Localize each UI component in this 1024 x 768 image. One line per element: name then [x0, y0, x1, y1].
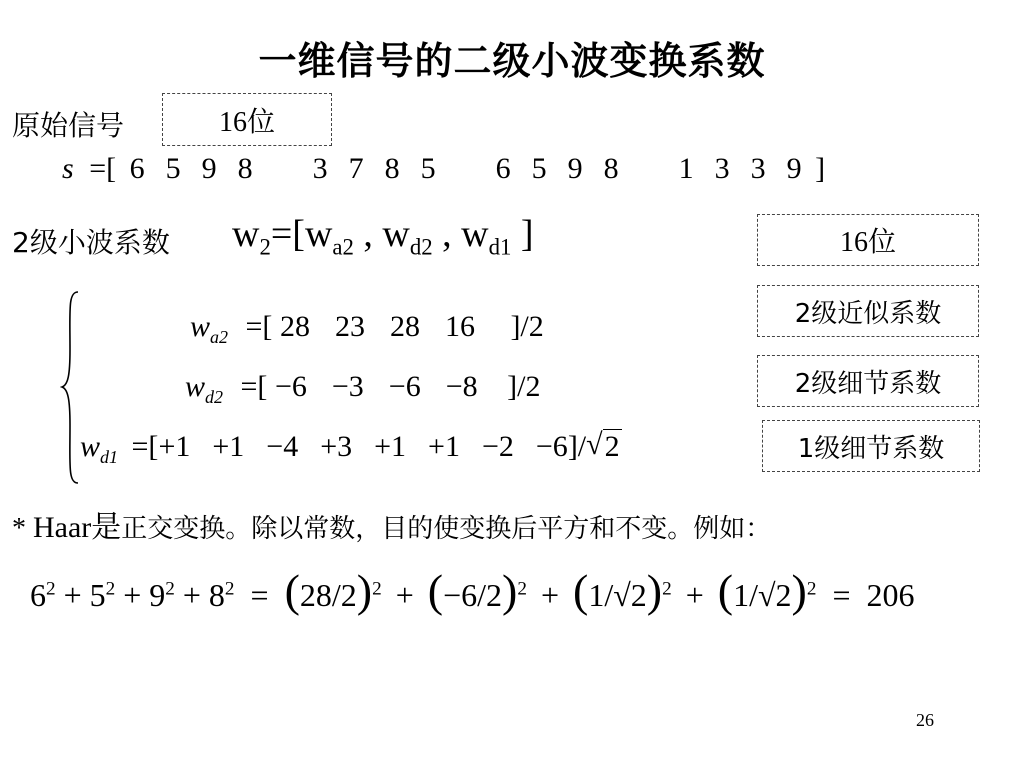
note-shi: 是	[91, 510, 122, 545]
example-result: 206	[866, 577, 915, 613]
signal-var: s	[62, 152, 74, 185]
wd2-value: −3	[331, 370, 364, 403]
signal-value: 8	[237, 152, 253, 185]
plus-sign: +	[63, 577, 82, 613]
d2-sub: d2	[409, 234, 433, 260]
wd1-value: +1	[428, 430, 460, 463]
square-exp: 2	[224, 578, 235, 600]
tag-detail1-text: 1级细节系数	[797, 433, 945, 464]
wd1-value: −2	[481, 430, 514, 463]
wavelet-label: 2级小波系数	[12, 226, 170, 259]
signal-value: 3	[750, 152, 766, 185]
wd1-sub: d1	[100, 447, 119, 467]
wd1-sqrt: 2	[604, 430, 620, 463]
signal-value: 5	[165, 152, 181, 185]
original-signal-label: 原始信号	[12, 109, 125, 142]
sep2: , w	[432, 213, 489, 255]
wa2-value: 28	[389, 310, 420, 343]
tag-detail2	[757, 355, 979, 407]
signal-value: 7	[348, 152, 364, 185]
signal-close-bracket: ]	[815, 152, 826, 185]
signal-value: 6	[495, 152, 511, 185]
wa2-value: 23	[334, 310, 365, 343]
rhs-term-1: 28/2	[299, 577, 357, 613]
wd2-value: −8	[445, 370, 478, 403]
tag-detail1	[762, 420, 980, 472]
signal-value: 9	[786, 152, 802, 185]
signal-value: 9	[567, 152, 583, 185]
wd2-divisor: ]/2	[507, 370, 541, 403]
note-rest: 正交变换。除以常数，目的使变换后平方和不变。例如：	[121, 514, 772, 544]
wd1-value: −6	[535, 430, 568, 463]
note-haar: Haar	[33, 511, 92, 544]
page-title: 一维信号的二级小波变换系数	[258, 39, 766, 83]
plus-sign: +	[123, 577, 142, 613]
signal-value: 8	[603, 152, 619, 185]
square-exp: 2	[165, 578, 175, 600]
plus-sign: +	[182, 577, 201, 613]
rhs-term-4: 1/√2	[733, 577, 792, 613]
wd2-value: −6	[274, 370, 307, 403]
wd1-value: +1	[212, 430, 245, 463]
wd1-value: +1	[374, 430, 407, 463]
signal-sequence	[62, 152, 825, 186]
rhs-term-3: 1/√2	[588, 577, 647, 613]
tag-approx	[757, 285, 979, 337]
sep1: , w	[353, 213, 410, 255]
wa2-sub: a2	[210, 327, 229, 347]
wavelet-expression	[232, 212, 534, 261]
wa2-value: 16	[444, 310, 475, 343]
wd2-value: −6	[388, 370, 421, 403]
signal-value: 3	[312, 152, 328, 185]
square-exp: 2	[105, 578, 116, 600]
original-bits-text: 16位	[218, 106, 275, 138]
signal-value: 8	[384, 152, 400, 185]
wd1-value: +1	[158, 430, 191, 463]
wd1-value: −4	[266, 430, 299, 463]
wd2-values	[275, 370, 478, 403]
original-bits-box	[162, 93, 332, 146]
page-number: 26	[916, 710, 934, 730]
wd2-row: $w_{d2}$ =[ −6 −3 −6 −8 ]/2	[185, 370, 541, 407]
a2-sub: a2	[332, 234, 354, 260]
w2-w: w	[232, 213, 260, 255]
lhs-term: 9	[149, 577, 166, 613]
wavelet-bits-text: 16位	[839, 227, 896, 258]
wa2-divisor: ]/2	[510, 310, 544, 343]
square-exp: 2	[46, 578, 56, 600]
signal-values	[130, 152, 802, 186]
wd1-divisor: ]/	[567, 430, 587, 463]
signal-value: 9	[201, 152, 217, 185]
signal-value: 3	[714, 152, 730, 185]
tag-approx-text: 2级近似系数	[794, 298, 942, 329]
wd1-sqrt-sign: √	[586, 428, 603, 461]
signal-value: 6	[129, 152, 145, 185]
wa2-value: 28	[279, 310, 310, 343]
lhs-term: 5	[89, 577, 106, 613]
wa2-values	[280, 310, 475, 343]
wd2-sub: d2	[205, 387, 224, 407]
wa2-row: $w_{a2}$ =[ 28 23 28 16 ]/2	[190, 310, 544, 347]
wavelet-bits-box	[757, 214, 979, 266]
wd1-value: +3	[320, 430, 353, 463]
lhs-term: 8	[208, 577, 225, 613]
wd1-values	[158, 430, 567, 463]
signal-value: 5	[420, 152, 436, 185]
signal-value: 1	[678, 152, 694, 185]
eq-mid: =[w	[270, 213, 333, 255]
w2-sub: 2	[259, 234, 271, 260]
close: ]	[511, 213, 534, 255]
example-lhs	[30, 577, 235, 613]
lhs-term: 6	[30, 577, 46, 613]
signal-equals: =[	[89, 152, 117, 185]
signal-value: 5	[531, 152, 547, 185]
example-equation: $6^2 + 5^2 + 9^2 + 8^2 = (28/2)^2 + (-6/2)^2 + (1/√2)^2 + (1/√2)^2 = 206$	[30, 565, 915, 616]
tag-detail2-text: 2级细节系数	[794, 368, 942, 399]
note-star: *	[12, 513, 33, 544]
rhs-term-2: −6/2	[443, 577, 503, 613]
note-line	[12, 502, 771, 546]
wd1-row: $w_{d1} =[+1 +1 -4 +3 +1 +1 -2 -6]/√2$	[80, 428, 620, 467]
d1-sub: d1	[488, 234, 512, 260]
